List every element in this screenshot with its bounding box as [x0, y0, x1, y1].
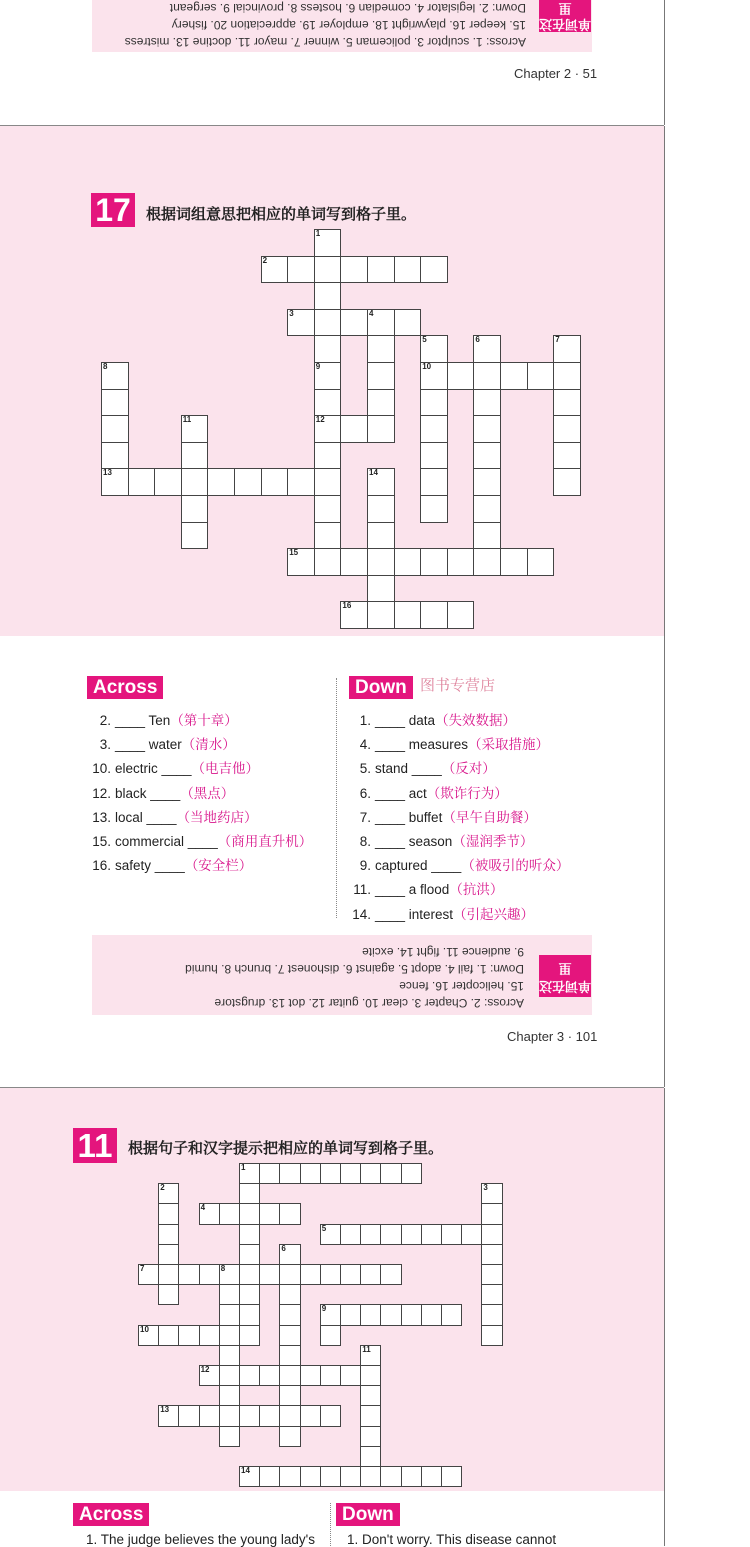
crossword-cell[interactable] — [158, 1244, 179, 1265]
crossword-cell[interactable] — [380, 1466, 401, 1487]
crossword-cell[interactable] — [553, 362, 581, 390]
cell-number: 3 — [483, 1183, 488, 1193]
clue-item — [347, 733, 549, 753]
exercise-number-badge: 11 — [73, 1128, 117, 1163]
crossword-cell[interactable] — [360, 1163, 381, 1184]
crossword-cell[interactable] — [300, 1365, 321, 1386]
cell-number: 14 — [241, 1466, 250, 1475]
crossword-cell[interactable] — [199, 1405, 220, 1426]
crossword-cell[interactable] — [259, 1203, 280, 1224]
crossword-cell[interactable] — [473, 495, 501, 523]
cell-number: 15 — [289, 548, 299, 558]
crossword-cell[interactable] — [158, 1224, 179, 1245]
crossword-cell[interactable] — [380, 1264, 401, 1285]
crossword-cell[interactable] — [279, 1365, 300, 1386]
cell-number: 10 — [140, 1324, 149, 1334]
clue-number: 13. — [92, 809, 111, 825]
down-heading: Down — [349, 676, 413, 699]
crossword-cell[interactable] — [380, 1224, 401, 1245]
crossword-cell[interactable] — [207, 468, 235, 496]
crossword-cell[interactable] — [300, 1163, 321, 1184]
crossword-cell[interactable] — [239, 1183, 260, 1204]
cell-number: 12 — [315, 415, 325, 425]
page-number: Chapter 3 · 101 — [507, 1029, 598, 1044]
crossword-cell[interactable] — [420, 601, 448, 629]
clue-item — [87, 806, 258, 826]
cell-number: 10 — [422, 362, 432, 371]
cell-number: 8 — [220, 1264, 226, 1273]
crossword-cell[interactable] — [314, 468, 342, 496]
clue-text: electric ____ — [115, 761, 192, 777]
crossword-cell[interactable] — [394, 548, 422, 576]
cell-number: 8 — [103, 362, 108, 371]
cell-number: 2 — [160, 1183, 165, 1193]
crossword-cell[interactable] — [279, 1284, 300, 1305]
crossword-cell[interactable] — [239, 1264, 260, 1285]
crossword-cell[interactable] — [340, 256, 368, 284]
clue-item — [87, 709, 238, 729]
crossword-cell[interactable] — [473, 522, 501, 550]
crossword-cell[interactable] — [219, 1325, 240, 1346]
crossword-cell[interactable] — [473, 468, 501, 496]
clue-text: ____ act — [375, 785, 427, 801]
crossword-cell[interactable] — [420, 389, 448, 417]
crossword-cell[interactable] — [314, 256, 342, 284]
answer-text — [92, 0, 532, 52]
cell-number: 11 — [362, 1344, 371, 1354]
crossword-cell[interactable] — [181, 495, 209, 523]
clue-number: 15. — [92, 834, 111, 849]
exercise-number-badge: 17 — [91, 193, 135, 227]
crossword-cell[interactable] — [367, 256, 395, 284]
cell-number: 1 — [315, 229, 321, 238]
clue-number: 4. — [359, 737, 371, 753]
column-divider — [330, 1503, 331, 1546]
clue-hint: （清水） — [181, 737, 236, 753]
clue-hint: （失效数据） — [435, 713, 517, 728]
crossword-cell[interactable] — [320, 1365, 341, 1386]
crossword-cell[interactable] — [259, 1365, 280, 1386]
crossword-cell[interactable] — [101, 389, 129, 417]
crossword-cell[interactable] — [300, 1264, 321, 1285]
crossword-cell[interactable] — [481, 1304, 502, 1325]
crossword-cell[interactable] — [239, 1224, 260, 1245]
crossword-cell[interactable] — [360, 1264, 381, 1285]
crossword-cell[interactable] — [481, 1224, 502, 1245]
clue-number: 6. — [359, 785, 371, 801]
crossword-cell[interactable] — [287, 468, 315, 496]
across-clue: 1. The judge believes the young lady's — [86, 1532, 315, 1547]
answer-line: Across: 1. sculptor 3. policeman 5. winner 7. mayor 11. doctine 13. mistress — [124, 35, 526, 49]
crossword-cell[interactable] — [340, 1163, 361, 1184]
crossword-cell[interactable] — [367, 389, 395, 417]
crossword-cell[interactable] — [219, 1345, 240, 1366]
crossword-cell[interactable] — [360, 1304, 381, 1325]
clue-item — [347, 709, 516, 729]
clue-hint: （湿润季节） — [452, 834, 534, 849]
crossword-cell[interactable] — [181, 468, 209, 496]
crossword-cell[interactable] — [367, 522, 395, 550]
crossword-cell[interactable] — [380, 1163, 401, 1184]
clue-item — [87, 782, 234, 802]
crossword-cell[interactable] — [360, 1405, 381, 1426]
crossword-cell[interactable] — [421, 1466, 442, 1487]
crossword-cell[interactable] — [158, 1284, 179, 1305]
exercise-instruction: 根据词组意思把相应的单词写到格子里。 — [146, 206, 417, 223]
clue-hint: （反对） — [441, 761, 496, 777]
crossword-cell[interactable] — [473, 442, 501, 470]
crossword-cell[interactable] — [219, 1304, 240, 1325]
cell-number: 4 — [200, 1203, 206, 1213]
cell-number: 3 — [289, 308, 294, 318]
crossword-cell[interactable] — [300, 1405, 321, 1426]
clue-hint: （被吸引的听众） — [461, 858, 570, 874]
crossword-cell[interactable] — [199, 1264, 220, 1285]
crossword-cell[interactable] — [279, 1466, 300, 1487]
crossword-cell[interactable] — [473, 362, 501, 390]
crossword-cell[interactable] — [500, 362, 528, 390]
crossword-cell[interactable] — [158, 1325, 179, 1346]
crossword-cell[interactable] — [320, 1466, 341, 1487]
clue-hint: （引起兴趣） — [453, 906, 535, 922]
clue-number: 11. — [353, 882, 371, 898]
answer-line: 15. keeper 16. playwright 18. employer 19. appreciation 20. fishery — [171, 18, 526, 32]
crossword-cell[interactable] — [367, 548, 395, 576]
clue-number: 3. — [99, 737, 111, 753]
clue-text: ____ Ten — [115, 713, 171, 728]
crossword-cell[interactable] — [101, 415, 129, 443]
crossword-cell[interactable] — [367, 601, 395, 629]
cell-number: 16 — [342, 601, 352, 611]
watermark: 图书专营店 — [420, 677, 496, 694]
crossword-cell[interactable] — [239, 1244, 260, 1265]
answer-tag — [539, 955, 591, 997]
crossword-cell[interactable] — [553, 415, 581, 443]
clue-number: 12. — [92, 785, 111, 801]
crossword-cell[interactable] — [314, 522, 342, 550]
crossword-cell[interactable] — [527, 548, 555, 576]
exercise-instruction: 根据句子和汉字提示把相应的单词写到格子里。 — [128, 1140, 444, 1157]
crossword-cell[interactable] — [527, 362, 555, 390]
crossword-cell[interactable] — [219, 1284, 240, 1305]
crossword-cell[interactable] — [380, 1304, 401, 1325]
answer-line: 9. audience 11. fight 14. excite — [362, 945, 524, 959]
crossword-cell[interactable] — [360, 1365, 381, 1386]
crossword-cell[interactable] — [553, 468, 581, 496]
crossword-cell[interactable] — [199, 1325, 220, 1346]
crossword-cell[interactable] — [447, 362, 475, 390]
cell-number: 7 — [555, 335, 560, 345]
crossword-cell[interactable] — [340, 548, 368, 576]
clue-item — [347, 782, 508, 802]
answer-line: Down: 1. fail 4. adopt 5. against 6. dishonest 7. brunch 8. humid — [185, 962, 524, 976]
down-heading: Down — [336, 1503, 400, 1526]
cell-number: 4 — [369, 308, 374, 318]
crossword-cell[interactable] — [279, 1325, 300, 1346]
clue-item — [347, 806, 537, 826]
crossword-cell[interactable] — [473, 548, 501, 576]
crossword-cell[interactable] — [154, 468, 182, 496]
clue-number: 9. — [359, 858, 371, 874]
cell-number: 5 — [422, 335, 427, 345]
clue-text: black ____ — [115, 785, 181, 801]
crossword-cell[interactable] — [481, 1244, 502, 1265]
crossword-cell[interactable] — [259, 1466, 280, 1487]
crossword-cell[interactable] — [287, 256, 315, 284]
answer-box — [92, 935, 592, 1015]
clue-number: 14. — [352, 906, 371, 922]
clue-hint: （当地药店） — [176, 809, 258, 825]
clue-hint: （商用直升机） — [217, 834, 313, 849]
clue-hint: （早午自助餐） — [442, 809, 537, 825]
crossword-cell[interactable] — [279, 1203, 300, 1224]
crossword-cell[interactable] — [101, 442, 129, 470]
clue-item — [87, 733, 236, 753]
crossword-cell[interactable] — [360, 1385, 381, 1406]
column-divider — [336, 678, 337, 918]
crossword-cell[interactable] — [420, 415, 448, 443]
crossword-cell[interactable] — [447, 601, 475, 629]
crossword-cell[interactable] — [158, 1264, 179, 1285]
crossword-cell[interactable] — [320, 1264, 341, 1285]
cell-number: 14 — [369, 468, 378, 478]
crossword-cell[interactable] — [401, 1466, 422, 1487]
crossword-cell[interactable] — [279, 1345, 300, 1366]
clue-item — [347, 903, 534, 923]
crossword-cell[interactable] — [360, 1426, 381, 1447]
answer-box — [92, 0, 592, 52]
crossword-cell[interactable] — [481, 1284, 502, 1305]
crossword-cell[interactable] — [158, 1203, 179, 1224]
crossword-cell[interactable] — [481, 1264, 502, 1285]
crossword-cell[interactable] — [340, 1224, 361, 1245]
answer-tag — [539, 0, 591, 32]
crossword-cell[interactable] — [320, 1405, 341, 1426]
clue-text: local ____ — [115, 809, 177, 825]
clue-hint: （采取措施） — [468, 737, 550, 753]
crossword-cell[interactable] — [360, 1466, 381, 1487]
crossword-cell[interactable] — [279, 1385, 300, 1406]
clue-hint: （欺诈行为） — [426, 785, 508, 801]
crossword-cell[interactable] — [553, 389, 581, 417]
answer-tag-label: 单词在这里 — [538, 1, 591, 32]
clue-text: ____ measures — [375, 737, 469, 753]
page-number: Chapter 2 · 51 — [514, 66, 598, 81]
clue-item — [347, 854, 569, 874]
crossword-cell[interactable] — [314, 309, 342, 337]
clue-number: 7. — [359, 809, 371, 825]
clue-text: ____ a flood — [375, 882, 450, 898]
crossword-cell[interactable] — [259, 1405, 280, 1426]
clue-text: ____ data — [375, 713, 436, 728]
clue-number: 16. — [92, 858, 111, 874]
crossword-cell[interactable] — [279, 1163, 300, 1184]
clue-hint: （安全栏） — [184, 858, 253, 874]
crossword-cell[interactable] — [401, 1224, 422, 1245]
crossword-cell[interactable] — [367, 415, 395, 443]
down-clue: 1. Don't worry. This disease cannot — [347, 1532, 557, 1547]
crossword-cell[interactable] — [279, 1405, 300, 1426]
page-chapter2 — [0, 0, 665, 125]
crossword-cell[interactable] — [239, 1325, 260, 1346]
crossword-cell[interactable] — [461, 1224, 482, 1245]
answer-line: Down: 2. legislator 4. comedian 6. hostess 8. provincial 9. sergeant — [169, 1, 526, 15]
crossword-cell[interactable] — [420, 495, 448, 523]
crossword-cell[interactable] — [367, 495, 395, 523]
cell-number: 11 — [182, 415, 192, 425]
clue-number: 10. — [92, 761, 111, 777]
crossword-cell[interactable] — [340, 415, 368, 443]
crossword-cell[interactable] — [128, 468, 156, 496]
cell-number: 9 — [321, 1304, 327, 1314]
cell-number: 2 — [262, 255, 268, 265]
crossword-cell[interactable] — [219, 1426, 240, 1447]
crossword-cell[interactable] — [447, 548, 475, 576]
crossword-cell[interactable] — [314, 389, 342, 417]
cell-number: 7 — [140, 1264, 145, 1273]
crossword-cell[interactable] — [219, 1385, 240, 1406]
crossword-cell[interactable] — [553, 442, 581, 470]
crossword-cell[interactable] — [340, 309, 368, 337]
crossword-cell[interactable] — [340, 1466, 361, 1487]
clue-text: ____ water — [115, 737, 182, 753]
crossword-cell[interactable] — [314, 495, 342, 523]
cell-number: 12 — [200, 1365, 210, 1374]
crossword-cell[interactable] — [279, 1304, 300, 1325]
crossword-cell[interactable] — [401, 1304, 422, 1325]
crossword-cell[interactable] — [314, 335, 342, 363]
clue-item — [87, 830, 312, 850]
cell-number: 6 — [475, 335, 480, 345]
cell-number: 13 — [103, 468, 112, 478]
clue-text: safety ____ — [115, 858, 185, 874]
cell-number: 5 — [321, 1223, 327, 1233]
crossword-cell[interactable] — [367, 575, 395, 603]
crossword-cell[interactable] — [394, 601, 422, 629]
crossword-cell[interactable] — [300, 1466, 321, 1487]
crossword-cell[interactable] — [320, 1163, 341, 1184]
crossword-cell[interactable] — [219, 1405, 240, 1426]
crossword-cell[interactable] — [360, 1446, 381, 1467]
clue-hint: （电吉他） — [191, 761, 260, 777]
clue-number: 1. — [359, 713, 371, 728]
crossword-cell[interactable] — [261, 468, 289, 496]
crossword-cell[interactable] — [360, 1224, 381, 1245]
crossword-cell[interactable] — [234, 468, 262, 496]
crossword-cell[interactable] — [481, 1203, 502, 1224]
crossword-cell[interactable] — [500, 548, 528, 576]
crossword-cell[interactable] — [178, 1325, 199, 1346]
clue-number: 2. — [99, 713, 111, 728]
crossword-cell[interactable] — [473, 415, 501, 443]
crossword-cell[interactable] — [178, 1405, 199, 1426]
crossword-cell[interactable] — [219, 1203, 240, 1224]
crossword-cell[interactable] — [239, 1365, 260, 1386]
crossword-cell[interactable] — [420, 442, 448, 470]
crossword-cell[interactable] — [420, 468, 448, 496]
clue-text: ____ interest — [375, 906, 454, 922]
clue-text: commercial ____ — [115, 834, 218, 849]
crossword-cell[interactable] — [314, 548, 342, 576]
cell-number: 6 — [281, 1243, 286, 1253]
crossword-cell[interactable] — [340, 1365, 361, 1386]
cell-number: 9 — [315, 362, 321, 371]
across-heading: Across — [87, 676, 163, 699]
cell-number: 13 — [160, 1405, 170, 1415]
across-heading: Across — [73, 1503, 149, 1526]
crossword-cell[interactable] — [421, 1304, 442, 1325]
crossword-cell[interactable] — [421, 1224, 442, 1245]
crossword-cell[interactable] — [394, 309, 422, 337]
answer-tag-label: 单词在这里 — [538, 961, 591, 994]
crossword-cell[interactable] — [367, 335, 395, 363]
clue-text: ____ buffet — [375, 809, 443, 825]
answer-text — [92, 935, 532, 1015]
crossword-cell[interactable] — [481, 1325, 502, 1346]
crossword-cell[interactable] — [441, 1304, 462, 1325]
clue-item — [347, 878, 503, 898]
crossword-cell[interactable] — [367, 362, 395, 390]
cell-number: 1 — [241, 1163, 246, 1172]
crossword-cell[interactable] — [239, 1203, 260, 1224]
crossword-cell[interactable] — [279, 1264, 300, 1285]
crossword-cell[interactable] — [181, 442, 209, 470]
clue-number: 8. — [359, 834, 371, 849]
crossword-cell[interactable] — [401, 1163, 422, 1184]
clue-text: stand ____ — [375, 761, 442, 777]
crossword-cell[interactable] — [320, 1325, 341, 1346]
crossword-cell[interactable] — [219, 1365, 240, 1386]
clue-text: ____ season — [375, 834, 453, 849]
clue-item — [87, 854, 252, 874]
crossword-cell[interactable] — [239, 1304, 260, 1325]
crossword-cell[interactable] — [239, 1405, 260, 1426]
crossword-cell[interactable] — [473, 389, 501, 417]
crossword-cell[interactable] — [394, 256, 422, 284]
crossword-cell[interactable] — [279, 1426, 300, 1447]
crossword-cell[interactable] — [181, 522, 209, 550]
clue-hint: （黑点） — [180, 785, 235, 801]
crossword-cell[interactable] — [239, 1284, 260, 1305]
crossword-cell[interactable] — [314, 442, 342, 470]
crossword-cell[interactable] — [441, 1466, 462, 1487]
crossword-cell[interactable] — [259, 1264, 280, 1285]
crossword-cell[interactable] — [178, 1264, 199, 1285]
clue-number: 5. — [359, 761, 371, 777]
clue-hint: （抗洪） — [449, 882, 504, 898]
crossword-cell[interactable] — [441, 1224, 462, 1245]
crossword-cell[interactable] — [340, 1264, 361, 1285]
crossword-cell[interactable] — [340, 1304, 361, 1325]
crossword-cell[interactable] — [314, 282, 342, 310]
clue-hint: （第十章） — [170, 713, 238, 728]
clue-item — [347, 830, 533, 850]
crossword-cell[interactable] — [259, 1163, 280, 1184]
clue-item — [87, 757, 259, 777]
answer-line: Across: 2. Chapter 3. clear 10. guitar 12. dot 13. drugstore — [214, 996, 524, 1010]
crossword-cell[interactable] — [420, 548, 448, 576]
clue-text: captured ____ — [375, 858, 462, 874]
clue-item — [347, 757, 496, 777]
answer-line: 15. helicopter 16. fence — [399, 979, 524, 993]
crossword-cell[interactable] — [420, 256, 448, 284]
